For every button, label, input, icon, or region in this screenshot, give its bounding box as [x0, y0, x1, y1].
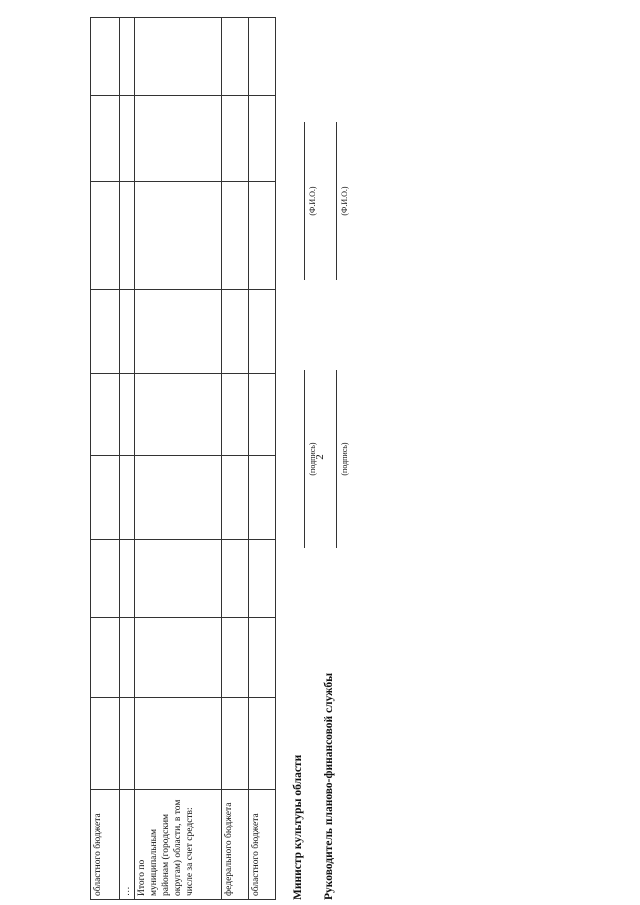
table-row — [135, 18, 222, 900]
table-row — [222, 18, 249, 900]
head-signature-line — [336, 370, 337, 548]
row-label: областного бюджета — [249, 790, 276, 900]
minister-signature-line — [304, 370, 305, 548]
minister-signature-caption: (подпись) — [308, 442, 317, 476]
minister-title: Министр культуры области — [292, 754, 304, 900]
rotated-content — [90, 10, 640, 900]
row-label: … — [120, 790, 135, 900]
head-signature-caption: (подпись) — [340, 442, 349, 476]
table-row — [120, 18, 135, 900]
head-name-caption: (Ф.И.О.) — [340, 186, 349, 216]
budget-table — [90, 17, 276, 900]
row-label: федерального бюджета — [222, 790, 249, 900]
minister-name-caption: (Ф.И.О.) — [308, 186, 317, 216]
minister-name-line — [304, 122, 305, 280]
table-row — [249, 18, 276, 900]
row-label: Итого по муниципальным районам (городским округам) области, в том числе за счет средств: — [135, 790, 222, 900]
head-name-line — [336, 122, 337, 280]
row-label: областного бюджета — [91, 790, 120, 900]
finance-head-title: Руководитель планово-финансовой службы — [323, 672, 335, 900]
page-number: 2 — [314, 454, 326, 460]
table-row — [91, 18, 120, 900]
